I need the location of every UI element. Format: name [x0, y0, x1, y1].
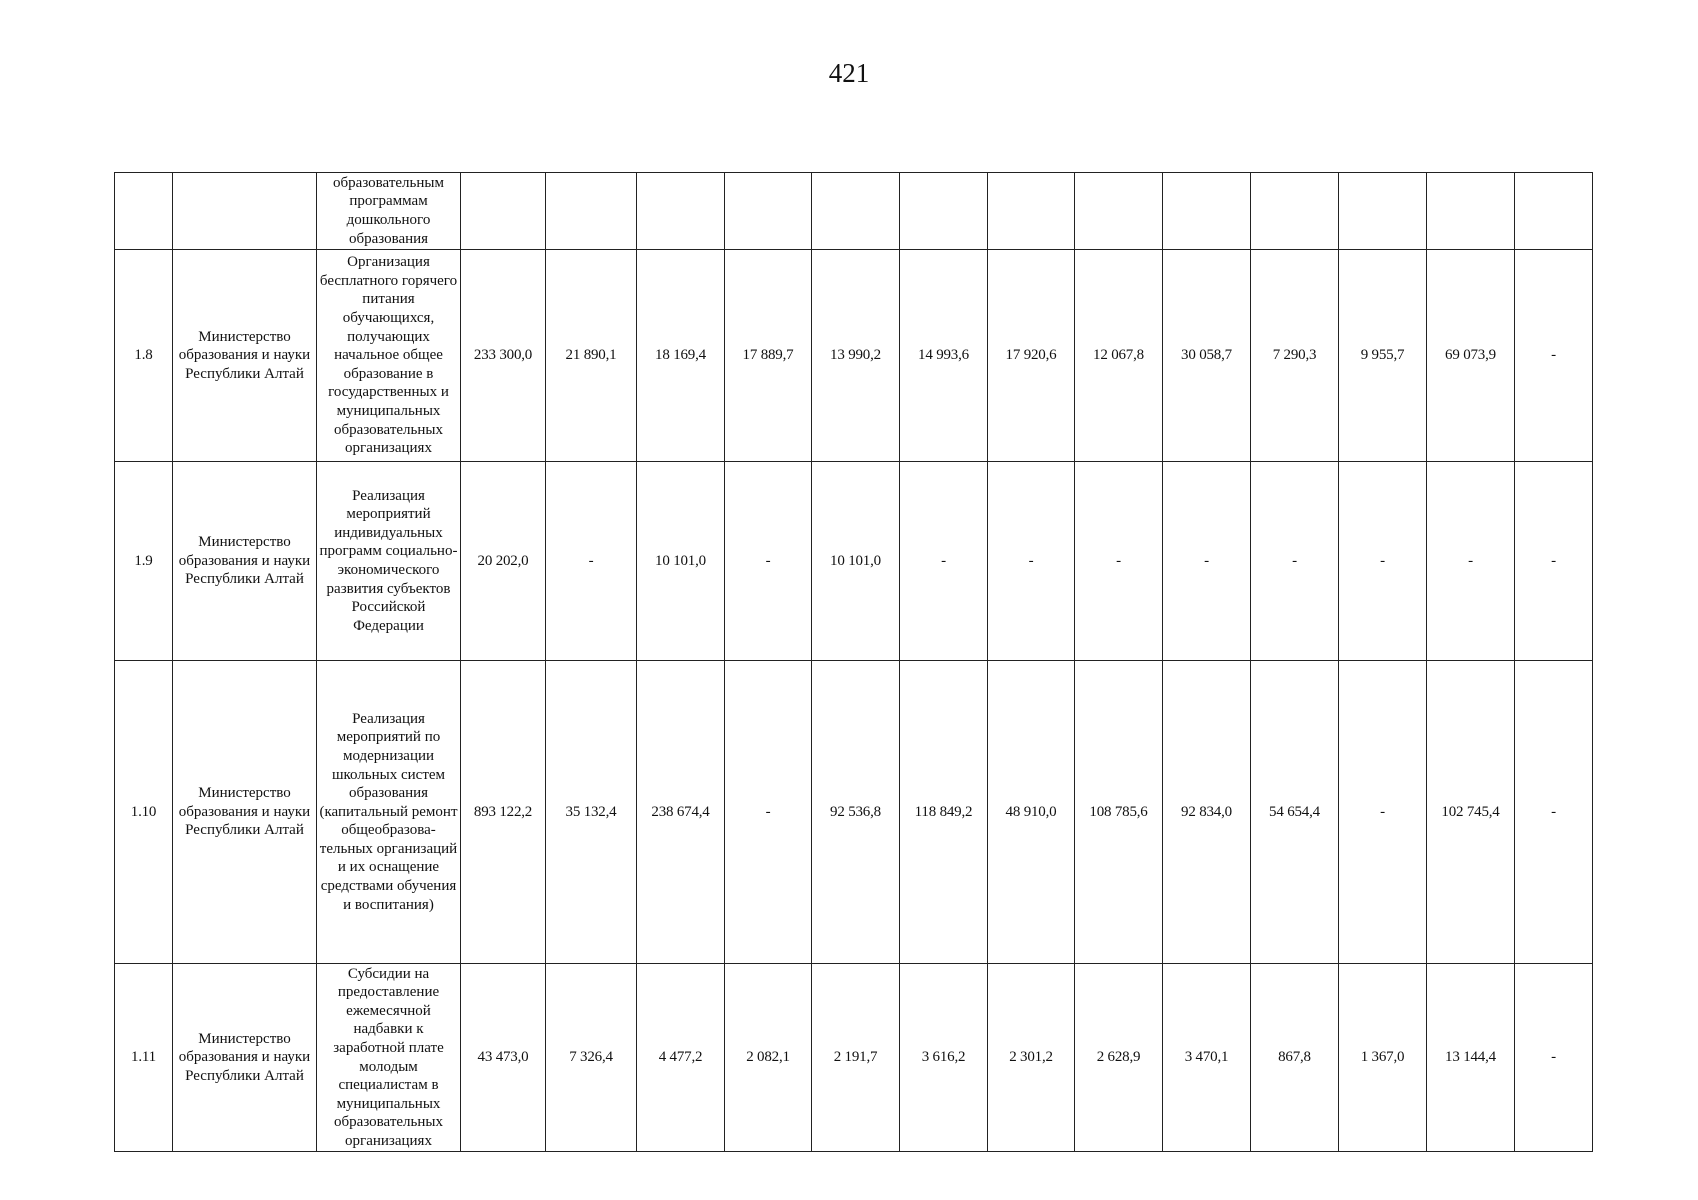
value-cell: 21 890,1 — [546, 250, 637, 462]
value-cell: 7 326,4 — [546, 964, 637, 1152]
value-cell — [1251, 173, 1339, 250]
value-cell — [546, 173, 637, 250]
value-cell: - — [725, 661, 812, 964]
value-cell: - — [1427, 462, 1515, 661]
value-cell: - — [1075, 462, 1163, 661]
value-cell: - — [1515, 964, 1593, 1152]
value-cell — [812, 173, 900, 250]
executor-cell — [173, 173, 317, 250]
table-row — [115, 964, 1593, 1152]
row-number-cell: 1.11 — [115, 964, 173, 1152]
table-row — [115, 173, 1593, 250]
value-cell: 9 955,7 — [1339, 250, 1427, 462]
value-cell: 1 367,0 — [1339, 964, 1427, 1152]
value-cell: 2 628,9 — [1075, 964, 1163, 1152]
value-cell: - — [1163, 462, 1251, 661]
value-cell: 4 477,2 — [637, 964, 725, 1152]
value-cell: 43 473,0 — [461, 964, 546, 1152]
value-cell — [900, 173, 988, 250]
value-cell — [1075, 173, 1163, 250]
value-cell: 3 470,1 — [1163, 964, 1251, 1152]
value-cell: - — [900, 462, 988, 661]
value-cell: 30 058,7 — [1163, 250, 1251, 462]
description-cell: Реализация мероприятий по модернизации школьных систем образования (капитальный ремонт общеобразова-тельных организаций и их оснащение средствами обучения и воспитания) — [317, 661, 461, 964]
value-cell — [637, 173, 725, 250]
value-cell — [1427, 173, 1515, 250]
value-cell: 10 101,0 — [812, 462, 900, 661]
value-cell: 3 616,2 — [900, 964, 988, 1152]
value-cell: 92 834,0 — [1163, 661, 1251, 964]
value-cell: 238 674,4 — [637, 661, 725, 964]
table-body — [115, 173, 1593, 1152]
value-cell: 35 132,4 — [546, 661, 637, 964]
value-cell: 17 920,6 — [988, 250, 1075, 462]
value-cell: - — [988, 462, 1075, 661]
description-cell: Субсидии на предоставление ежемесячной надбавки к заработной плате молодым специалистам в муниципальных образовательных организациях — [317, 964, 461, 1152]
page-number: 421 — [828, 58, 870, 88]
value-cell: 10 101,0 — [637, 462, 725, 661]
executor-cell: Министерство образования и науки Республики Алтай — [173, 661, 317, 964]
executor-cell: Министерство образования и науки Республики Алтай — [173, 462, 317, 661]
value-cell: 893 122,2 — [461, 661, 546, 964]
value-cell: 2 191,7 — [812, 964, 900, 1152]
table-row — [115, 462, 1593, 661]
description-cell: Организация бесплатного горячего питания обучающихся, получающих начальное общее образование в государственных и муниципальных образовательных организациях — [317, 250, 461, 462]
value-cell: - — [1339, 661, 1427, 964]
value-cell: - — [1515, 661, 1593, 964]
value-cell: 13 144,4 — [1427, 964, 1515, 1152]
value-cell: 48 910,0 — [988, 661, 1075, 964]
value-cell — [725, 173, 812, 250]
value-cell: 2 301,2 — [988, 964, 1075, 1152]
value-cell: 2 082,1 — [725, 964, 812, 1152]
value-cell — [1163, 173, 1251, 250]
executor-cell: Министерство образования и науки Республики Алтай — [173, 250, 317, 462]
value-cell: 20 202,0 — [461, 462, 546, 661]
value-cell — [1339, 173, 1427, 250]
executor-cell: Министерство образования и науки Республики Алтай — [173, 964, 317, 1152]
value-cell: 14 993,6 — [900, 250, 988, 462]
value-cell: 12 067,8 — [1075, 250, 1163, 462]
value-cell — [1515, 173, 1593, 250]
value-cell: - — [725, 462, 812, 661]
value-cell — [461, 173, 546, 250]
value-cell: - — [1515, 250, 1593, 462]
value-cell — [988, 173, 1075, 250]
value-cell: 92 536,8 — [812, 661, 900, 964]
row-number-cell: 1.10 — [115, 661, 173, 964]
value-cell: 13 990,2 — [812, 250, 900, 462]
value-cell: 18 169,4 — [637, 250, 725, 462]
value-cell: 233 300,0 — [461, 250, 546, 462]
value-cell: - — [1515, 462, 1593, 661]
value-cell: 69 073,9 — [1427, 250, 1515, 462]
value-cell: 102 745,4 — [1427, 661, 1515, 964]
budget-table — [114, 172, 1593, 1152]
value-cell: 118 849,2 — [900, 661, 988, 964]
value-cell: - — [1251, 462, 1339, 661]
value-cell: 867,8 — [1251, 964, 1339, 1152]
value-cell: - — [546, 462, 637, 661]
table-row — [115, 661, 1593, 964]
description-cell: образовательным программам дошкольного образования — [317, 173, 461, 250]
row-number-cell: 1.8 — [115, 250, 173, 462]
value-cell: 7 290,3 — [1251, 250, 1339, 462]
row-number-cell — [115, 173, 173, 250]
value-cell: 54 654,4 — [1251, 661, 1339, 964]
value-cell: - — [1339, 462, 1427, 661]
value-cell: 17 889,7 — [725, 250, 812, 462]
value-cell: 108 785,6 — [1075, 661, 1163, 964]
row-number-cell: 1.9 — [115, 462, 173, 661]
description-cell: Реализация мероприятий индивидуальных программ социально-экономического развития субъектов Российской Федерации — [317, 462, 461, 661]
table-row — [115, 250, 1593, 462]
